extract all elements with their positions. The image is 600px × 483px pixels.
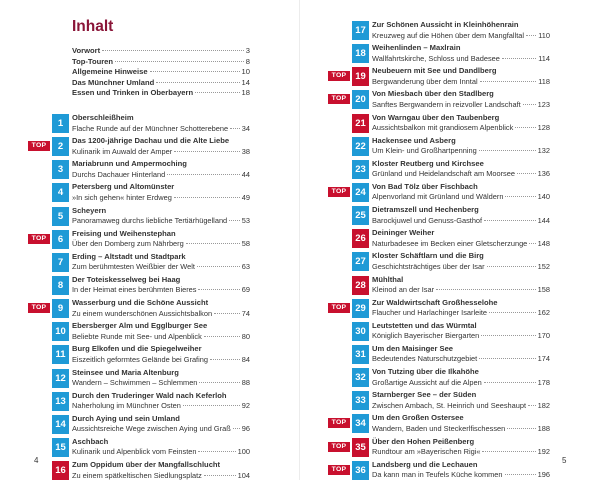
tour-entry[interactable] bbox=[300, 344, 600, 367]
leader-dots bbox=[102, 50, 244, 51]
tour-number-badge: 4 bbox=[52, 183, 69, 202]
tour-title: Über den Hohen Peißenberg bbox=[372, 436, 475, 446]
tour-page: 182 bbox=[537, 400, 550, 410]
tour-subtitle-row bbox=[72, 332, 250, 342]
tour-entry[interactable] bbox=[0, 391, 300, 414]
tour-title: Dietramszell und Hechenberg bbox=[372, 205, 479, 215]
tour-subtitle: Zwischen Ambach, St. Heinrich und Seeshaupt bbox=[372, 400, 527, 410]
tour-page: 188 bbox=[537, 423, 550, 433]
tour-subtitle: Zu einem spätkeltischen Siedlungsplatz bbox=[72, 470, 202, 480]
tour-title: Das 1200-jährige Dachau und die Alte Liebe bbox=[72, 136, 230, 146]
leader-dots bbox=[505, 474, 536, 475]
tour-subtitle-row bbox=[72, 401, 250, 411]
intro-entry[interactable] bbox=[72, 78, 250, 89]
leader-dots bbox=[156, 82, 239, 83]
tour-number-badge: 11 bbox=[52, 345, 69, 364]
tour-title: Zum Oppidum über der Mangfallschlucht bbox=[72, 460, 221, 470]
tour-subtitle-row bbox=[372, 31, 550, 41]
page-number-left: 4 bbox=[34, 456, 39, 465]
intro-list bbox=[72, 46, 250, 99]
tour-number-badge: 22 bbox=[352, 137, 369, 156]
tour-page: 74 bbox=[241, 308, 250, 318]
leader-dots bbox=[523, 104, 536, 105]
tour-subtitle: Zum berühmtesten Weißbier der Welt bbox=[72, 262, 195, 272]
tour-subtitle: Kleinod an der Isar bbox=[372, 285, 435, 295]
tour-subtitle: »In sich gehen« hinter Erdweg bbox=[72, 192, 172, 202]
tour-subtitle: Bergwanderung über dem Inntal bbox=[372, 76, 478, 86]
tour-number-badge: 23 bbox=[352, 160, 369, 179]
tour-subtitle-row bbox=[72, 285, 250, 295]
intro-entry-page: 10 bbox=[241, 67, 250, 77]
tour-title: Mariabrunn und Ampermoching bbox=[72, 159, 187, 169]
tour-subtitle-row bbox=[72, 471, 250, 481]
intro-entry[interactable] bbox=[72, 88, 250, 99]
tour-number-badge: 36 bbox=[352, 461, 369, 480]
tour-title: Um den Großen Ostersee bbox=[372, 413, 464, 423]
leader-dots bbox=[167, 174, 240, 175]
tour-number-badge: 17 bbox=[352, 21, 369, 40]
tour-title: Durch den Truderinger Wald nach Keferloh bbox=[72, 390, 227, 400]
tour-title: Steinsee und Maria Altenburg bbox=[72, 367, 179, 377]
intro-entry-page: 3 bbox=[245, 46, 250, 55]
tour-number-badge: 35 bbox=[352, 438, 369, 457]
tour-number-badge: 1 bbox=[52, 114, 69, 133]
leader-dots bbox=[484, 382, 536, 383]
tour-entry[interactable] bbox=[300, 20, 600, 43]
intro-entry-label: Essen und Trinken in Oberbayern bbox=[72, 88, 194, 98]
tour-subtitle: Barockjuwel und Genuss-Gasthof bbox=[372, 215, 483, 225]
tour-subtitle: Durchs Dachauer Hinterland bbox=[72, 169, 166, 179]
tour-subtitle-row bbox=[72, 216, 250, 226]
tour-entry[interactable] bbox=[0, 252, 300, 275]
tour-title: Burg Elkofen und die Spiegelweiher bbox=[72, 344, 202, 354]
leader-dots bbox=[484, 220, 536, 221]
leader-dots bbox=[195, 92, 239, 93]
tour-number-badge: 20 bbox=[352, 90, 369, 109]
tour-page: 100 bbox=[237, 447, 250, 457]
tour-subtitle-row bbox=[372, 54, 550, 64]
tour-page: 58 bbox=[241, 239, 250, 249]
tour-number-badge: 24 bbox=[352, 183, 369, 202]
tour-subtitle: Über den Domberg zum Nährberg bbox=[72, 239, 184, 249]
leader-dots bbox=[479, 358, 535, 359]
right-page bbox=[300, 0, 600, 480]
intro-entry[interactable] bbox=[72, 46, 250, 57]
leader-dots bbox=[481, 335, 535, 336]
tour-entry[interactable] bbox=[300, 437, 600, 460]
tour-number-badge: 28 bbox=[352, 276, 369, 295]
tour-subtitle-row bbox=[372, 169, 550, 179]
tour-list-right bbox=[300, 20, 600, 483]
tour-number-badge: 25 bbox=[352, 206, 369, 225]
top-badge: TOP bbox=[328, 187, 350, 197]
top-badge: TOP bbox=[328, 465, 350, 475]
leader-dots bbox=[528, 405, 536, 406]
tour-title: Leutstetten und das Würmtal bbox=[372, 320, 477, 330]
tour-subtitle-row bbox=[72, 262, 250, 272]
tour-title: Deininger Weiher bbox=[372, 228, 435, 238]
tour-page: 80 bbox=[241, 331, 250, 341]
tour-subtitle: Flache Runde auf der Münchner Schotterebene bbox=[72, 123, 229, 133]
leader-dots bbox=[526, 35, 536, 36]
tour-subtitle-row bbox=[72, 424, 250, 434]
tour-subtitle: Flaucher und Harlachinger Isarleite bbox=[372, 308, 488, 318]
tour-title: Von Warngau über den Taubenberg bbox=[372, 112, 500, 122]
tour-entry[interactable] bbox=[300, 413, 600, 436]
tour-title: Ebersberger Alm und Egglburger See bbox=[72, 321, 208, 331]
tour-number-badge: 34 bbox=[352, 414, 369, 433]
intro-entry-label: Das Münchner Umland bbox=[72, 77, 155, 87]
tour-page: 88 bbox=[241, 378, 250, 388]
tour-number-badge: 5 bbox=[52, 207, 69, 226]
leader-dots bbox=[150, 71, 240, 72]
leader-dots bbox=[529, 243, 535, 244]
leader-dots bbox=[174, 197, 240, 198]
intro-entry[interactable] bbox=[72, 57, 250, 68]
tour-entry[interactable] bbox=[0, 136, 300, 159]
tour-entry[interactable] bbox=[0, 298, 300, 321]
tour-title: Wasserburg und die Schöne Aussicht bbox=[72, 298, 209, 308]
tour-subtitle-row bbox=[372, 470, 550, 480]
tour-entry[interactable] bbox=[0, 368, 300, 391]
tour-subtitle-row bbox=[372, 262, 550, 272]
tour-number-badge: 3 bbox=[52, 160, 69, 179]
tour-subtitle-row bbox=[372, 216, 550, 226]
tour-subtitle-row bbox=[72, 124, 250, 134]
tour-page: 148 bbox=[537, 238, 550, 248]
tour-subtitle: Da kann man in Teufels Küche kommen bbox=[372, 470, 503, 480]
tour-subtitle: Panoramaweg durchs liebliche Tertiärhügelland bbox=[72, 216, 228, 226]
tour-page: 178 bbox=[537, 377, 550, 387]
left-page bbox=[0, 0, 300, 480]
leader-dots bbox=[115, 61, 244, 62]
leader-dots bbox=[229, 220, 240, 221]
tour-subtitle: Aussichtsreiche Wege zwischen Aying und Graß bbox=[72, 424, 231, 434]
tour-title: Mühlthal bbox=[372, 274, 404, 284]
tour-entry[interactable] bbox=[300, 113, 600, 136]
tour-page: 132 bbox=[537, 146, 550, 156]
tour-entry[interactable] bbox=[0, 437, 300, 460]
tour-subtitle-row bbox=[372, 123, 550, 133]
leader-dots bbox=[197, 266, 240, 267]
tour-title: Kloster Schäftlarn und die Birg bbox=[372, 251, 484, 261]
tour-subtitle-row bbox=[372, 447, 550, 457]
tour-entry[interactable] bbox=[300, 228, 600, 251]
tour-subtitle: Alpenvorland mit Grünland und Wäldern bbox=[372, 192, 504, 202]
tour-page: 96 bbox=[241, 424, 250, 434]
tour-title: Scheyern bbox=[72, 205, 107, 215]
tour-subtitle-row bbox=[72, 239, 250, 249]
tour-subtitle: Um Klein- und Großhartpenning bbox=[372, 146, 477, 156]
tour-entry[interactable] bbox=[0, 206, 300, 229]
tour-title: Oberschleißheim bbox=[72, 113, 134, 122]
tour-page: 69 bbox=[241, 285, 250, 295]
tour-subtitle: Kreuzweg auf die Höhen über dem Mangfalltal bbox=[372, 30, 525, 40]
tour-subtitle-row bbox=[72, 355, 250, 365]
tour-subtitle: Sanftes Bergwandern in reizvoller Landschaft bbox=[372, 99, 521, 109]
tour-subtitle: Wandern – Schwimmen – Schlemmen bbox=[72, 378, 198, 388]
tour-title: Von Bad Tölz über Fischbach bbox=[372, 181, 478, 191]
tour-title: Durch Aying und sein Umland bbox=[72, 413, 180, 423]
leader-dots bbox=[489, 312, 536, 313]
tour-subtitle: Zu einem wunderschönen Aussichtsbalkon bbox=[72, 308, 213, 318]
tour-subtitle-row bbox=[372, 401, 550, 411]
tour-entry[interactable] bbox=[300, 89, 600, 112]
page-title: Inhalt bbox=[72, 18, 114, 35]
tour-number-badge: 2 bbox=[52, 137, 69, 156]
tour-title: Aschbach bbox=[72, 436, 109, 446]
tour-subtitle: Kulinarik im Auwald der Amper bbox=[72, 146, 173, 156]
tour-list-left bbox=[0, 113, 300, 483]
tour-entry[interactable] bbox=[300, 251, 600, 274]
tour-entry[interactable] bbox=[300, 298, 600, 321]
tour-subtitle: Wallfahrtskirche, Schloss und Badesee bbox=[372, 53, 500, 63]
tour-entry[interactable] bbox=[300, 182, 600, 205]
tour-entry[interactable] bbox=[0, 321, 300, 344]
leader-dots bbox=[480, 81, 537, 82]
tour-entry[interactable] bbox=[300, 43, 600, 66]
tour-title: Hackensee und Asberg bbox=[372, 135, 456, 145]
intro-entry-page: 18 bbox=[241, 88, 250, 98]
tour-title: Freising und Weihenstephan bbox=[72, 228, 176, 238]
tour-subtitle: Naturbadesee im Becken einer Gletscherzunge bbox=[372, 238, 528, 248]
tour-number-badge: 7 bbox=[52, 253, 69, 272]
tour-page: 49 bbox=[241, 192, 250, 202]
intro-entry-label: Top-Touren bbox=[72, 56, 114, 66]
tour-subtitle-row bbox=[72, 309, 250, 319]
tour-entry[interactable] bbox=[300, 159, 600, 182]
tour-page: 92 bbox=[241, 401, 250, 411]
leader-dots bbox=[230, 128, 240, 129]
tour-number-badge: 26 bbox=[352, 229, 369, 248]
leader-dots bbox=[487, 266, 536, 267]
tour-subtitle: Rundtour am »Bayerischen Rigi« bbox=[372, 447, 481, 457]
tour-subtitle-row bbox=[372, 239, 550, 249]
tour-subtitle-row bbox=[372, 285, 550, 295]
leader-dots bbox=[233, 428, 240, 429]
tour-title: Von Tutzing über die Ilkahöhe bbox=[372, 367, 479, 377]
tour-subtitle-row bbox=[72, 447, 250, 457]
tour-number-badge: 18 bbox=[352, 44, 369, 63]
tour-entry[interactable] bbox=[0, 344, 300, 367]
tour-number-badge: 12 bbox=[52, 369, 69, 388]
tour-number-badge: 33 bbox=[352, 391, 369, 410]
tour-page: 192 bbox=[537, 447, 550, 457]
tour-number-badge: 8 bbox=[52, 276, 69, 295]
top-badge: TOP bbox=[328, 94, 350, 104]
leader-dots bbox=[502, 58, 536, 59]
tour-title: Starnberger See – der Süden bbox=[372, 390, 477, 400]
tour-title: Der Toteiskesselweg bei Haag bbox=[72, 274, 181, 284]
tour-number-badge: 16 bbox=[52, 461, 69, 480]
tour-page: 44 bbox=[241, 169, 250, 179]
tour-subtitle: Grünland und Heidelandschaft am Moorsee bbox=[372, 169, 515, 179]
tour-title: Von Miesbach über den Stadlberg bbox=[372, 89, 494, 99]
leader-dots bbox=[183, 405, 240, 406]
tour-subtitle-row bbox=[72, 170, 250, 180]
leader-dots bbox=[174, 151, 240, 152]
tour-subtitle-row bbox=[72, 378, 250, 388]
tour-subtitle: Bedeutendes Naturschutzgebiet bbox=[372, 354, 478, 364]
intro-entry-page: 14 bbox=[241, 77, 250, 87]
tour-number-badge: 10 bbox=[52, 322, 69, 341]
tour-title: Zur Schönen Aussicht in Kleinhöhenrain bbox=[372, 20, 519, 29]
tour-entry[interactable] bbox=[300, 66, 600, 89]
tour-page: 128 bbox=[537, 123, 550, 133]
tour-subtitle: Aussichtsbalkon mit grandiosem Alpenblick bbox=[372, 123, 514, 133]
tour-entry[interactable] bbox=[300, 136, 600, 159]
tour-number-badge: 13 bbox=[52, 392, 69, 411]
tour-subtitle-row bbox=[372, 308, 550, 318]
tour-subtitle: Großartige Aussicht auf die Alpen bbox=[372, 377, 482, 387]
leader-dots bbox=[479, 150, 536, 151]
tour-page: 174 bbox=[537, 354, 550, 364]
tour-number-badge: 31 bbox=[352, 345, 369, 364]
tour-page: 34 bbox=[241, 123, 250, 133]
tour-page: 38 bbox=[241, 146, 250, 156]
tour-page: 144 bbox=[537, 215, 550, 225]
tour-entry[interactable] bbox=[300, 460, 600, 483]
leader-dots bbox=[507, 428, 535, 429]
tour-entry[interactable] bbox=[0, 113, 300, 136]
tour-entry[interactable] bbox=[300, 367, 600, 390]
tour-page: 196 bbox=[537, 470, 550, 480]
tour-subtitle-row bbox=[372, 378, 550, 388]
tour-subtitle-row bbox=[372, 146, 550, 156]
page-number-right: 5 bbox=[562, 456, 567, 465]
tour-number-badge: 6 bbox=[52, 230, 69, 249]
tour-entry[interactable] bbox=[0, 275, 300, 298]
leader-dots bbox=[186, 243, 240, 244]
tour-number-badge: 29 bbox=[352, 299, 369, 318]
leader-dots bbox=[505, 196, 535, 197]
tour-title: Um den Maisinger See bbox=[372, 343, 454, 353]
tour-page: 118 bbox=[538, 76, 550, 86]
intro-entry-label: Vorwort bbox=[72, 46, 101, 55]
tour-number-badge: 21 bbox=[352, 114, 369, 133]
top-badge: TOP bbox=[328, 303, 350, 313]
tour-subtitle: Naherholung im Münchner Osten bbox=[72, 401, 181, 411]
tour-page: 162 bbox=[537, 308, 550, 318]
tour-subtitle: In der Heimat eines berühmten Bieres bbox=[72, 285, 197, 295]
tour-number-badge: 15 bbox=[52, 438, 69, 457]
intro-entry-label: Allgemeine Hinweise bbox=[72, 67, 148, 77]
tour-subtitle-row bbox=[372, 354, 550, 364]
tour-subtitle-row bbox=[372, 192, 550, 202]
top-badge: TOP bbox=[328, 418, 350, 428]
tour-entry[interactable] bbox=[0, 182, 300, 205]
tour-entry[interactable] bbox=[0, 414, 300, 437]
tour-subtitle-row bbox=[372, 100, 550, 110]
leader-dots bbox=[482, 451, 535, 452]
tour-page: 140 bbox=[537, 192, 550, 202]
tour-page: 152 bbox=[537, 261, 550, 271]
tour-subtitle: Wandern, Baden und Steckerlfischessen bbox=[372, 423, 506, 433]
leader-dots bbox=[199, 382, 239, 383]
tour-page: 136 bbox=[537, 169, 550, 179]
tour-page: 110 bbox=[538, 30, 550, 40]
tour-number-badge: 27 bbox=[352, 252, 369, 271]
tour-subtitle-row bbox=[72, 147, 250, 157]
tour-number-badge: 32 bbox=[352, 368, 369, 387]
tour-subtitle: Kulinarik und Alpenblick vom Feinsten bbox=[72, 447, 197, 457]
tour-entry[interactable] bbox=[0, 229, 300, 252]
tour-number-badge: 19 bbox=[352, 67, 369, 86]
intro-entry-page: 8 bbox=[245, 56, 250, 66]
tour-page: 63 bbox=[241, 262, 250, 272]
leader-dots bbox=[436, 289, 536, 290]
tour-subtitle: Geschichtsträchtiges über der Isar bbox=[372, 261, 485, 271]
tour-subtitle: Königlich Bayerischer Biergarten bbox=[372, 331, 480, 341]
tour-title: Weihenlinden – Maxlrain bbox=[372, 43, 461, 53]
tour-entry[interactable] bbox=[300, 205, 600, 228]
tour-subtitle-row bbox=[372, 77, 550, 87]
tour-subtitle: Beliebte Runde mit See- und Alpenblick bbox=[72, 331, 202, 341]
leader-dots bbox=[517, 173, 536, 174]
top-badge: TOP bbox=[328, 71, 350, 81]
tour-title: Neubeuern mit See und Dandlberg bbox=[372, 66, 497, 76]
top-badge: TOP bbox=[28, 234, 50, 244]
leader-dots bbox=[204, 475, 236, 476]
tour-page: 84 bbox=[241, 354, 250, 364]
tour-entry[interactable] bbox=[0, 159, 300, 182]
tour-number-badge: 14 bbox=[52, 415, 69, 434]
tour-entry[interactable] bbox=[300, 390, 600, 413]
tour-title: Landsberg und die Lechauen bbox=[372, 459, 478, 469]
tour-title: Kloster Reutberg und Kirchsee bbox=[372, 158, 484, 168]
tour-number-badge: 30 bbox=[352, 322, 369, 341]
leader-dots bbox=[214, 313, 240, 314]
leader-dots bbox=[515, 127, 535, 128]
tour-page: 158 bbox=[537, 285, 550, 295]
tour-title: Petersberg und Altomünster bbox=[72, 182, 175, 192]
tour-page: 123 bbox=[537, 99, 550, 109]
tour-page: 104 bbox=[237, 470, 250, 480]
leader-dots bbox=[198, 289, 239, 290]
tour-entry[interactable] bbox=[300, 275, 600, 298]
tour-page: 170 bbox=[537, 331, 550, 341]
leader-dots bbox=[204, 336, 240, 337]
top-badge: TOP bbox=[28, 141, 50, 151]
tour-title: Zur Waldwirtschaft Großhesselohe bbox=[372, 297, 498, 307]
intro-entry[interactable] bbox=[72, 67, 250, 78]
top-badge: TOP bbox=[328, 442, 350, 452]
top-badge: TOP bbox=[28, 303, 50, 313]
leader-dots bbox=[198, 451, 235, 452]
tour-page: 53 bbox=[241, 216, 250, 226]
tour-subtitle-row bbox=[372, 331, 550, 341]
tour-number-badge: 9 bbox=[52, 299, 69, 318]
tour-subtitle-row bbox=[72, 193, 250, 203]
tour-subtitle: Eiszeitlich geformtes Gelände bei Grafing bbox=[72, 354, 208, 364]
leader-dots bbox=[210, 359, 240, 360]
tour-subtitle-row bbox=[372, 424, 550, 434]
tour-entry[interactable] bbox=[300, 321, 600, 344]
tour-title: Erding – Altstadt und Stadtpark bbox=[72, 251, 186, 261]
tour-page: 114 bbox=[538, 53, 550, 63]
